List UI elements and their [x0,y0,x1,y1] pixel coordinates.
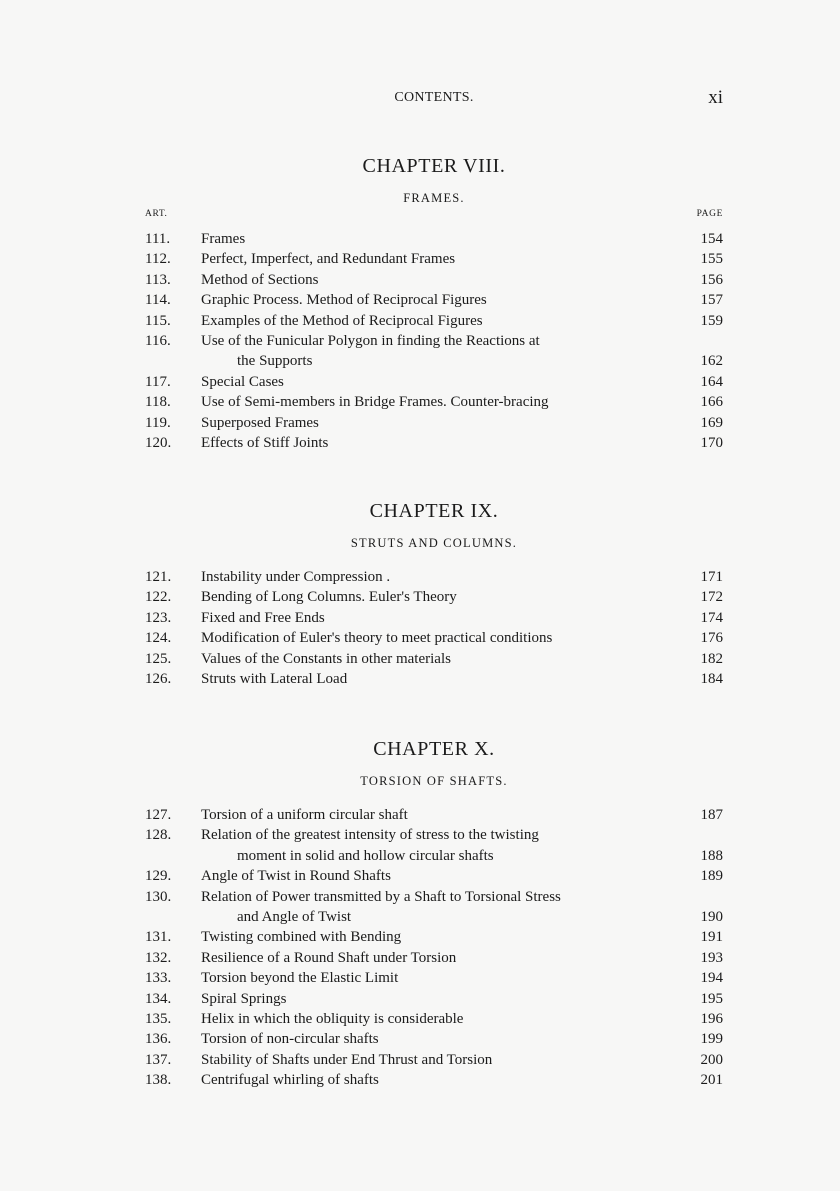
entry-title-continuation: moment in solid and hollow circular shafts [237,847,494,864]
chapter-subtitle: FRAMES. [403,191,465,205]
contents-entry [145,968,723,988]
entry-title-line: Centrifugal whirling of shafts [201,1072,379,1089]
article-number: 115. [145,312,171,329]
entry-title [201,311,659,331]
page-number: 162 [700,353,723,370]
entry-title-line: Struts with Lateral Load [201,671,348,688]
contents-entry [145,608,723,628]
running-header [145,87,723,114]
entry-title [201,805,659,825]
entry-title-line: Instability under Compression . [201,569,391,585]
article-number: 119. [145,414,171,431]
contents-list [145,805,723,1091]
article-number: 122. [145,589,172,606]
article-number: 130. [145,888,172,905]
article-number: 132. [145,949,172,966]
entry-title-line: Spiral Springs [201,990,287,1007]
page-number: 190 [700,909,723,926]
contents-entry [145,249,723,269]
entry-title-continuation: and Angle of Twist [237,909,352,926]
entry-title-line: Resilience of a Round Shaft under Torsion [201,949,457,966]
contents-entry [145,866,723,886]
article-number: 121. [145,569,172,585]
page-number: 159 [700,312,723,329]
page-number: 200 [700,1051,723,1068]
contents-entry [145,825,723,866]
entry-title [201,392,659,412]
page-number: 156 [700,271,723,288]
running-title: CONTENTS. [394,90,474,105]
contents-entry [145,669,723,689]
contents-entry [145,1050,723,1070]
contents-entry [145,628,723,648]
entry-title-line: Graphic Process. Method of Reciprocal Figures [201,292,487,309]
page-number: 188 [700,847,723,864]
article-number: 137. [145,1051,172,1068]
page-number: 169 [700,414,723,431]
contents-list [145,229,723,453]
page-number: 201 [700,1072,723,1089]
entry-title [201,1050,659,1070]
contents-entry [145,567,723,587]
page-number: 193 [700,949,723,966]
contents-entry [145,392,723,412]
article-number: 120. [145,435,172,452]
entry-title [201,567,659,587]
contents-entry [145,587,723,607]
entry-title-line: Examples of the Method of Reciprocal Figures [201,312,483,329]
page-number: 172 [700,589,723,606]
page-number: 170 [700,435,723,452]
article-number: 135. [145,1011,172,1028]
entry-title [201,887,723,928]
contents-entry [145,1070,723,1090]
entry-title [201,989,659,1009]
entry-title-line: Fixed and Free Ends [201,609,325,626]
contents-entry [145,805,723,825]
contents-entry [145,1029,723,1049]
entry-title [201,331,723,372]
article-number: 131. [145,929,172,946]
entry-title [201,825,723,866]
article-number: 128. [145,827,172,844]
page-number: 195 [700,990,723,1007]
entry-title [201,649,659,669]
page-number: 157 [700,292,723,309]
column-headings [145,209,723,223]
page-number: 191 [700,929,723,946]
entry-title-line: Twisting combined with Bending [201,929,402,946]
article-number: 126. [145,671,172,688]
article-number: 117. [145,373,171,390]
contents-entry [145,989,723,1009]
article-number: 124. [145,630,172,647]
entry-title-line: Superposed Frames [201,414,319,431]
article-number: 118. [145,394,171,411]
contents-entry [145,948,723,968]
entry-title [201,290,659,310]
page-number: 196 [700,1011,723,1028]
contents-entry [145,649,723,669]
entry-title [201,628,659,648]
page-column-heading: PAGE [696,209,723,219]
chapter-ix [145,497,723,689]
entry-title-line: Values of the Constants in other materials [201,650,451,667]
article-number: 133. [145,970,172,987]
article-number: 127. [145,807,172,823]
entry-title-line: Torsion of non-circular shafts [201,1031,379,1048]
entry-title [201,372,659,392]
article-number: 123. [145,609,172,626]
chapter-subtitle: TORSION OF SHAFTS. [360,774,508,788]
entry-title-line: Use of the Funicular Polygon in finding the Reactions at [201,333,540,350]
article-number: 112. [145,251,171,268]
contents-entry [145,229,723,249]
chapter-x [145,735,723,1091]
page-folio: xi [708,87,723,108]
page-number: 189 [700,868,723,885]
chapter-title: CHAPTER X. [373,738,495,760]
entry-title [201,866,659,886]
entry-title [201,968,659,988]
entry-title-line: Method of Sections [201,271,319,288]
contents-entry [145,270,723,290]
contents-entry [145,413,723,433]
contents-entry [145,311,723,331]
page-number: 154 [700,231,723,247]
entry-title [201,1009,659,1029]
article-number: 129. [145,868,172,885]
entry-title [201,413,659,433]
entry-title-line: Angle of Twist in Round Shafts [201,868,391,885]
entry-title-line: Bending of Long Columns. Euler's Theory [201,589,457,606]
chapter-subtitle: STRUTS AND COLUMNS. [350,536,518,550]
entry-title [201,927,659,947]
entry-title-line: Special Cases [201,373,284,390]
article-number: 136. [145,1031,172,1048]
article-number: 116. [145,333,171,350]
article-number: 114. [145,292,171,309]
entry-title [201,608,659,628]
entry-title-line: Relation of Power transmitted by a Shaft to Torsional Stress [201,888,561,905]
page-number: 187 [700,807,723,823]
article-number: 125. [145,650,172,667]
article-number: 111. [145,231,171,247]
contents-entry [145,927,723,947]
page-number: 182 [700,650,723,667]
entry-title-line: Modification of Euler's theory to meet practical conditions [201,630,553,647]
entry-title [201,433,659,453]
page-number: 166 [700,394,723,411]
entry-title [201,1029,659,1049]
entry-title [201,669,659,689]
entry-title-line: Use of Semi-members in Bridge Frames. Counter-bracing [201,394,549,411]
contents-entry [145,433,723,453]
chapter-viii [145,152,723,453]
entry-title-line: Perfect, Imperfect, and Redundant Frames [201,251,456,268]
contents-entry [145,372,723,392]
entry-title-line: Torsion of a uniform circular shaft [201,807,408,823]
entry-title-line: Effects of Stiff Joints [201,435,329,452]
page-number: 176 [700,630,723,647]
page-number: 194 [700,970,723,987]
entry-title [201,587,659,607]
entry-title-line: Frames [201,231,246,247]
entry-title [201,948,659,968]
chapter-title: CHAPTER IX. [369,500,499,522]
entry-title [201,270,659,290]
page-number: 184 [700,671,723,688]
entry-title-continuation: the Supports [237,353,313,370]
entry-title [201,229,659,249]
page-number: 171 [700,569,723,585]
art-column-heading: ART. [145,209,168,219]
entry-title-line: Stability of Shafts under End Thrust and Torsion [201,1051,493,1068]
entry-title [201,1070,659,1090]
contents-entry [145,1009,723,1029]
page-number: 155 [700,251,723,268]
contents-list [145,567,723,689]
page-number: 174 [700,609,723,626]
contents-entry [145,887,723,928]
page-number: 164 [700,373,723,390]
entry-title [201,249,659,269]
contents-entry [145,290,723,310]
entry-title-line: Relation of the greatest intensity of stress to the twisting [201,827,539,844]
entry-title-line: Helix in which the obliquity is considerable [201,1011,464,1028]
article-number: 138. [145,1072,172,1089]
article-number: 113. [145,271,171,288]
article-number: 134. [145,990,172,1007]
contents-entry [145,331,723,372]
chapter-title: CHAPTER VIII. [362,155,506,177]
entry-title-line: Torsion beyond the Elastic Limit [201,970,399,987]
page-number: 199 [700,1031,723,1048]
